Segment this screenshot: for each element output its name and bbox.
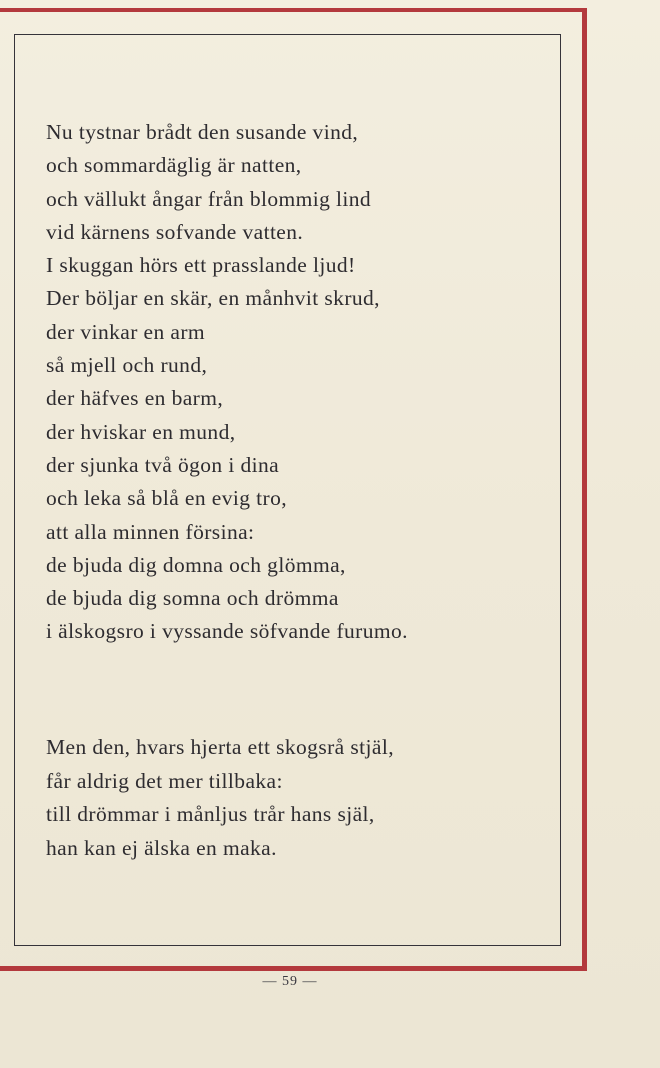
poem-line: de bjuda dig somna och drömma — [46, 586, 339, 611]
poem-line: vid kärnens sofvande vatten. — [46, 219, 304, 244]
poem-line: der hviskar en mund, — [46, 419, 236, 444]
poem-line: i älskogsro i vyssande söfvande furumo. — [46, 619, 408, 644]
poem-line: der sjunka två ögon i dina — [46, 452, 280, 477]
poem-line: Nu tystnar brådt den susande vind, — [46, 120, 359, 144]
poem-line: der häfves en barm, — [46, 386, 224, 411]
poem-stanza-1 — [46, 116, 546, 649]
poem-line: de bjuda dig domna och glömma, — [46, 552, 346, 577]
poem-line: och leka så blå en evig tro, — [46, 486, 288, 511]
red-border-bottom — [0, 966, 587, 971]
poem-stanza-2 — [46, 731, 546, 865]
red-border-top — [0, 8, 587, 12]
poem-line: till drömmar i månljus trår hans själ, — [46, 802, 375, 826]
poem-line: får aldrig det mer tillbaka: — [46, 768, 283, 793]
poem-line: der vinkar en arm — [46, 319, 206, 344]
poem-line: Der böljar en skär, en månhvit skrud, — [46, 286, 380, 311]
poem-line: och sommardäglig är natten, — [46, 153, 302, 178]
poem-line: att alla minnen försina: — [46, 519, 255, 544]
poem-line: och vällukt ångar från blommig lind — [46, 186, 372, 211]
poem-line: han kan ej älska en maka. — [46, 835, 277, 860]
red-border-right — [582, 8, 587, 970]
poem-line: Men den, hvars hjerta ett skogsrå stjäl, — [46, 735, 394, 759]
page-number: — 59 — — [262, 974, 318, 989]
poem-line: I skuggan hörs ett prasslande ljud! — [46, 253, 356, 278]
poem-line: så mjell och rund, — [46, 353, 208, 378]
